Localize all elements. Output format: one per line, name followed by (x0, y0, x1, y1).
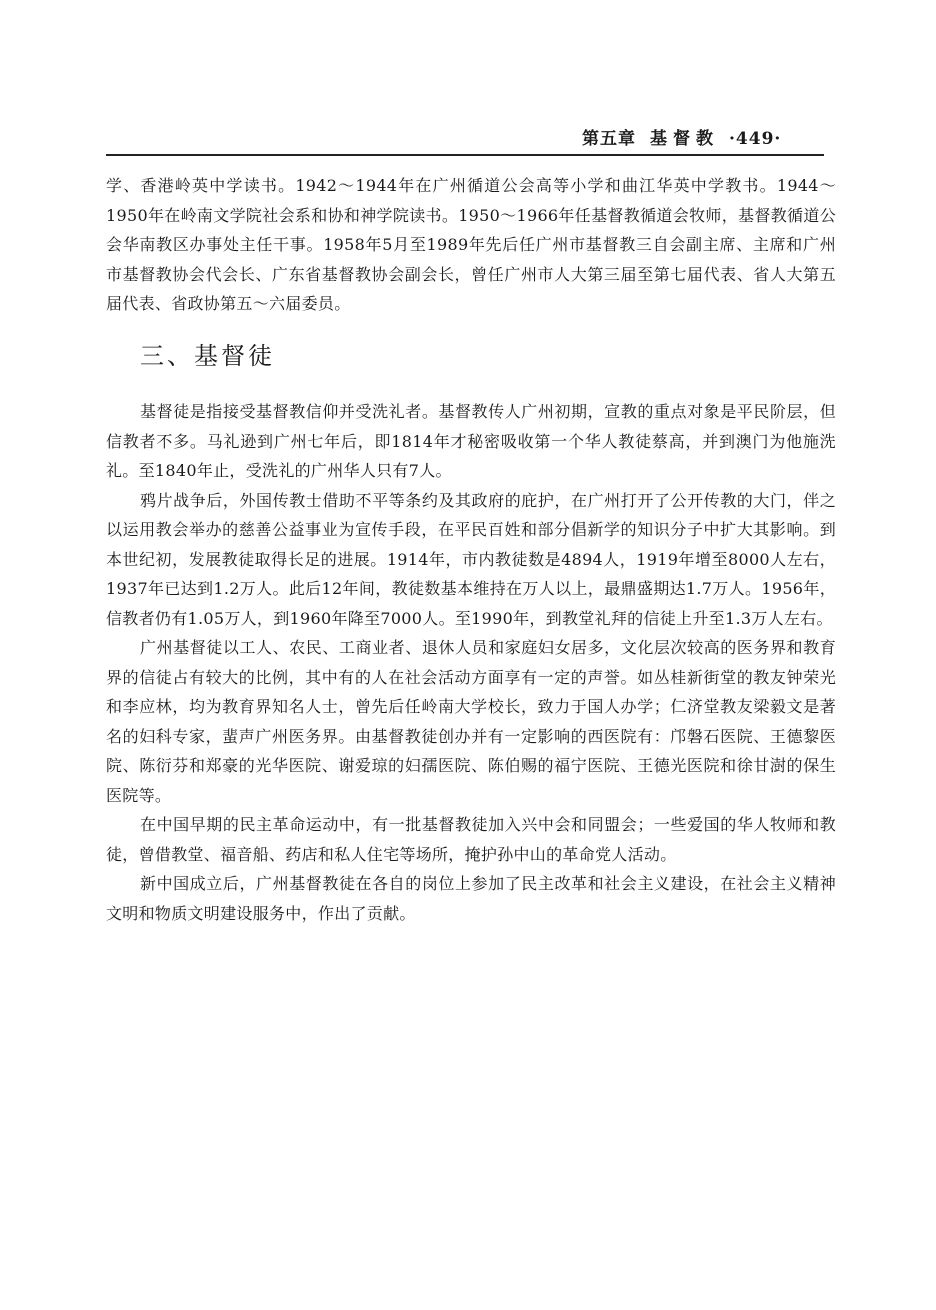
chapter-subject: 基督教 (650, 129, 719, 149)
body-paragraph: 新中国成立后，广州基督教徒在各自的岗位上参加了民主改革和社会主义建设，在社会主义精神文明和物质文明建设服务中，作出了贡献。 (106, 874, 836, 923)
section-title: 三、基督徒 (140, 342, 275, 370)
running-header (582, 126, 822, 152)
chapter-label: 第五章 (582, 129, 636, 149)
page-number: ·449· (729, 129, 782, 149)
body-paragraph: 广州基督徒以工人、农民、工商业者、退休人员和家庭妇女居多，文化层次较高的医务界和教育界的信徒占有较大的比例，其中有的人在社会活动方面享有一定的声誉。如丛桂新街堂的教友钟荣光和李应林，均为教育界知名人士，曾先后任岭南大学校长，致力于国人办学；仁济堂教友梁毅文是著名的妇科专家，蜚声广州医务界。由基督教徒创办并有一定影响的西医院有：邝磐石医院、王德黎医院、陈衍芬和郑豪的光华医院、谢爱琼的妇孺医院、陈伯赐的福宁医院、王德光医院和徐甘澍的保生医院等。 (106, 638, 836, 805)
body-paragraph: 鸦片战争后，外国传教士借助不平等条约及其政府的庇护，在广州打开了公开传教的大门，伴之以运用教会举办的慈善公益事业为宣传手段，在平民百姓和部分倡新学的知识分子中扩大其影响。到本世纪初，发展教徒取得长足的进展。1914年，市内教徒数是4894人，1919年增至8000人左右，1937年已达到1.2万人。此后12年间，教徒数基本维持在万人以上，最鼎盛期达1.7万人。1956年，信教者仍有1.05万人，到1960年降至7000人。至1990年，到教堂礼拜的信徒上升至1.3万人左右。 (106, 490, 836, 628)
continuation-block (106, 171, 836, 319)
body-paragraph: 在中国早期的民主革命运动中，有一批基督教徒加入兴中会和同盟会；一些爱国的华人牧师和教徒，曾借教堂、福音船、药店和私人住宅等场所，掩护孙中山的革命党人活动。 (106, 815, 836, 864)
section-body (106, 397, 836, 928)
body-paragraph: 基督徒是指接受基督教信仰并受洗礼者。基督教传人广州初期，宣教的重点对象是平民阶层，但信教者不多。马礼逊到广州七年后，即1814年才秘密吸收第一个华人教徒蔡高，并到澳门为他施洗礼。至1840年止，受洗礼的广州华人只有7人。 (106, 402, 836, 480)
continuation-paragraph: 学、香港岭英中学读书。1942～1944年在广州循道公会高等小学和曲江华英中学教书。1944～1950年在岭南文学院社会系和协和神学院读书。1950～1966年任基督教循道会牧师，基督教循道公会华南教区办事处主任干事。1958年5月至1989年先后任广州市基督教三自会副主席、主席和广州市基督教协会代会长、广东省基督教协会副会长，曾任广州市人大第三届至第七届代表、省人大第五届代表、省政协第五～六届委员。 (106, 176, 836, 313)
header-rule (106, 154, 824, 156)
